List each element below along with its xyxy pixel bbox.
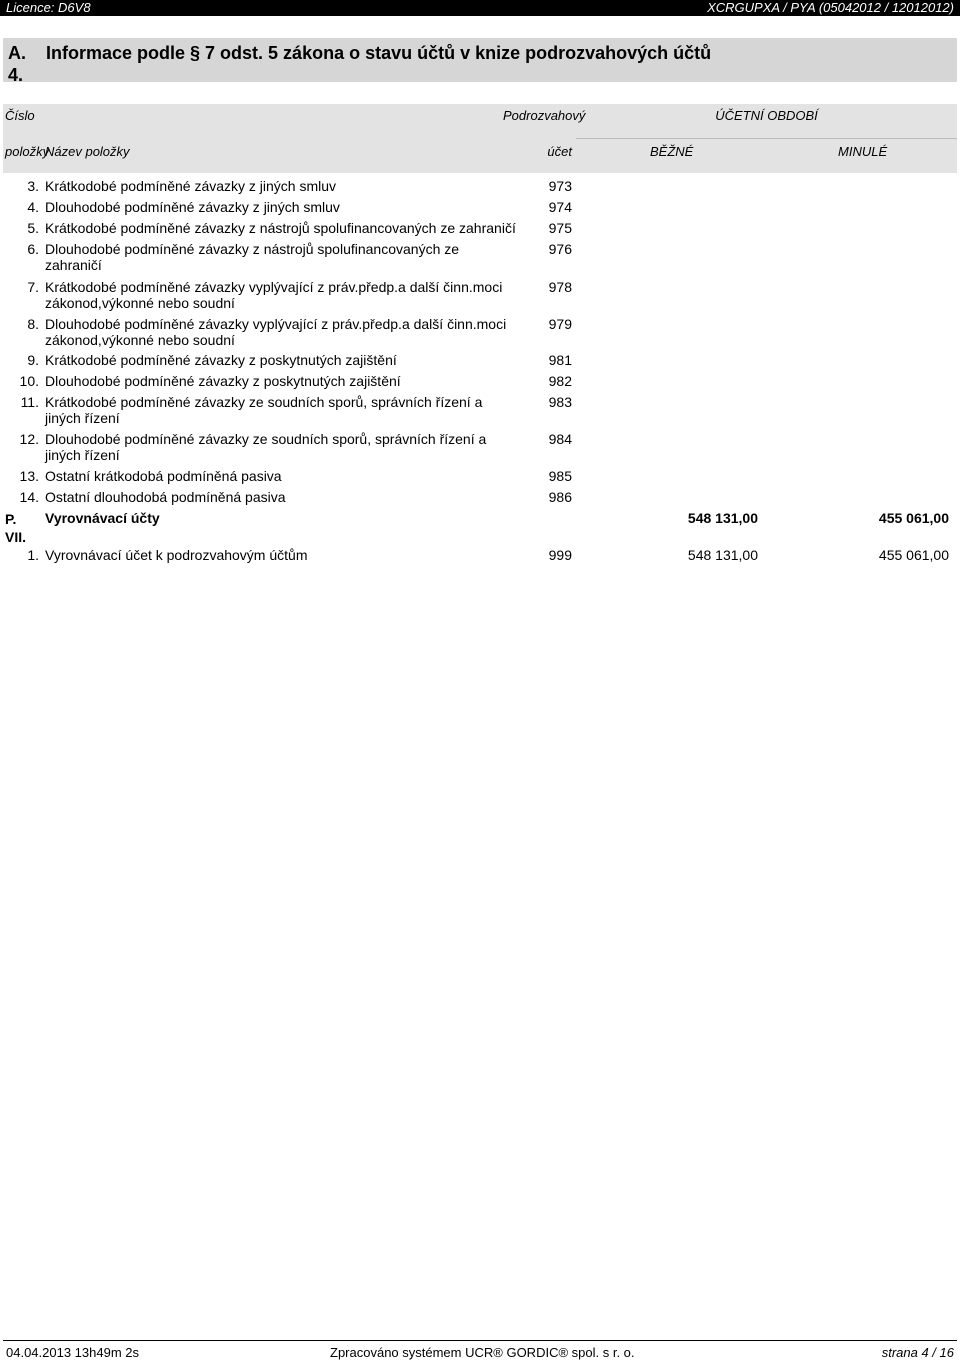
row-number: 9. [27,352,39,368]
row-number: 7. [27,279,39,295]
row-name: Dlouhodobé podmíněné závazky z nástrojů spolufinancovaných ze zahraničí [45,241,460,273]
col-polozky-label: položky [5,144,50,159]
row-account: 975 [548,220,572,236]
row-previous: 455 061,00 [878,547,949,563]
row-name: Ostatní krátkodobá podmíněná pasiva [45,468,282,484]
footer-page-number: strana 4 / 16 [881,1345,954,1360]
row-name: Dlouhodobé podmíněné závazky z jiných smluv [45,199,340,215]
row-number: 8. [27,316,39,332]
group-code: P. VII. [5,511,27,545]
row-number: 4. [27,199,39,215]
row-name: Krátkodobé podmíněné závazky vyplývající z práv.předp.a další činn.moci zákonod,výkonné nebo soudní [45,279,503,311]
footer-divider [3,1340,957,1341]
report-identifier: XCRGUPXA / PYA (05042012 / 12012012) [707,0,954,15]
col-account-sub-label: účet [547,144,572,159]
row-account: 978 [548,279,572,295]
row-name: Dlouhodobé podmíněné závazky ze soudních sporů, správních řízení a jiných řízení [45,431,487,463]
licence-bar [0,0,960,16]
row-number: 12. [19,431,39,447]
table-header [3,104,957,173]
group-current: 548 131,00 [687,510,758,526]
row-account: 983 [548,394,572,410]
row-name: Krátkodobé podmíněné závazky z poskytnutých zajištění [45,352,397,368]
licence-label: Licence: D6V8 [6,0,91,15]
row-number: 1. [27,547,39,563]
row-account: 973 [548,178,572,194]
row-current: 548 131,00 [687,547,758,563]
row-name: Krátkodobé podmíněné závazky z jiných smluv [45,178,337,194]
col-account-label: Podrozvahový [503,108,586,123]
col-previous-label: MINULÉ [838,144,888,159]
row-number: 5. [27,220,39,236]
col-current-label: BĚŽNÉ [650,144,694,159]
footer-system: Zpracováno systémem UCR® GORDIC® spol. s r. o. [330,1345,635,1360]
row-number: 3. [27,178,39,194]
row-account: 999 [548,547,572,563]
col-name-label: Název položky [45,144,130,159]
footer-datetime: 04.04.2013 13h49m 2s [6,1345,139,1360]
row-number: 10. [19,373,39,389]
row-account: 986 [548,489,572,505]
header-divider [576,138,957,139]
row-name: Vyrovnávací účet k podrozvahovým účtům [45,547,308,563]
group-previous: 455 061,00 [878,510,949,526]
row-name: Ostatní dlouhodobá podmíněná pasiva [45,489,286,505]
row-account: 974 [548,199,572,215]
row-account: 985 [548,468,572,484]
row-name: Dlouhodobé podmíněné závazky vyplývající z práv.předp.a další činn.moci zákonod,výkonné nebo soudní [45,316,507,348]
section-code: A. 4. [8,43,26,85]
row-name: Krátkodobé podmíněné závazky z nástrojů spolufinancovaných ze zahraničí [45,220,516,236]
row-account: 982 [548,373,572,389]
row-account: 976 [548,241,572,257]
row-account: 981 [548,352,572,368]
col-cislo-label: Číslo [5,108,35,123]
group-name: Vyrovnávací účty [45,510,160,526]
row-number: 11. [20,394,39,410]
row-name: Dlouhodobé podmíněné závazky z poskytnutých zajištění [45,373,401,389]
col-period-label: ÚČETNÍ OBDOBÍ [715,108,818,123]
row-number: 14. [19,489,39,505]
section-title: Informace podle § 7 odst. 5 zákona o stavu účtů v knize podrozvahových účtů [46,43,712,63]
row-name: Krátkodobé podmíněné závazky ze soudních sporů, správních řízení a jiných řízení [45,394,483,426]
row-account: 979 [548,316,572,332]
section-header [3,38,957,85]
row-number: 13. [19,468,39,484]
row-account: 984 [548,431,572,447]
row-number: 6. [27,241,39,257]
